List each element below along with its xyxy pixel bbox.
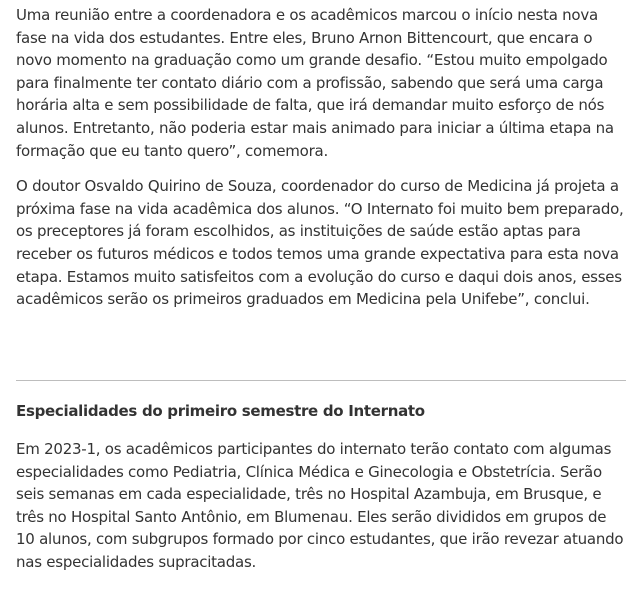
article-paragraph-2: O doutor Osvaldo Quirino de Souza, coordenador do curso de Medicina já projeta a próxima fase na vida acadêmica dos alunos. “O Internato foi muito bem preparado, os preceptores já foram escolhidos, as instituições de saúde estão aptas para receber os futuros médicos e todos temos uma grande expectativa para esta nova etapa. Estamos muito satisfeitos com a evolução do curso e daqui dois anos, esses acadêmicos serão os primeiros graduados em Medicina pela Unifebe”, conclui. bbox=[16, 177, 624, 309]
article-paragraph-1: Uma reunião entre a coordenadora e os acadêmicos marcou o início nesta nova fase na vida dos estudantes. Entre eles, Bruno Arnon Bittencourt, que encara o novo momento na graduação como um grande desafio. “Estou muito empolgado para finalmente ter contato diário com a profissão, sabendo que será uma carga horária alta e sem possibilidade de falta, que irá demandar muito esforço de nós alunos. Entretanto, não poderia estar mais animado para iniciar a última etapa na formação que eu tanto quero”, comemora. bbox=[16, 6, 614, 160]
section-paragraph: Em 2023-1, os acadêmicos participantes do internato terão contato com algumas especialidades como Pediatria, Clínica Médica e Ginecologia e Obstetrícia. Serão seis semanas em cada especialidade, três no Hospital Azambuja, em Brusque, e três no Hospital Santo Antônio, em Blumenau. Eles serão divididos em grupos de 10 alunos, com subgrupos formado por cinco estudantes, que irão revezar atuando nas especialidades supracitadas. bbox=[16, 440, 624, 571]
section-divider bbox=[16, 380, 626, 381]
article-body bbox=[16, 4, 628, 311]
section-body bbox=[16, 438, 628, 574]
section-heading: Especialidades do primeiro semestre do Internato bbox=[16, 402, 425, 420]
